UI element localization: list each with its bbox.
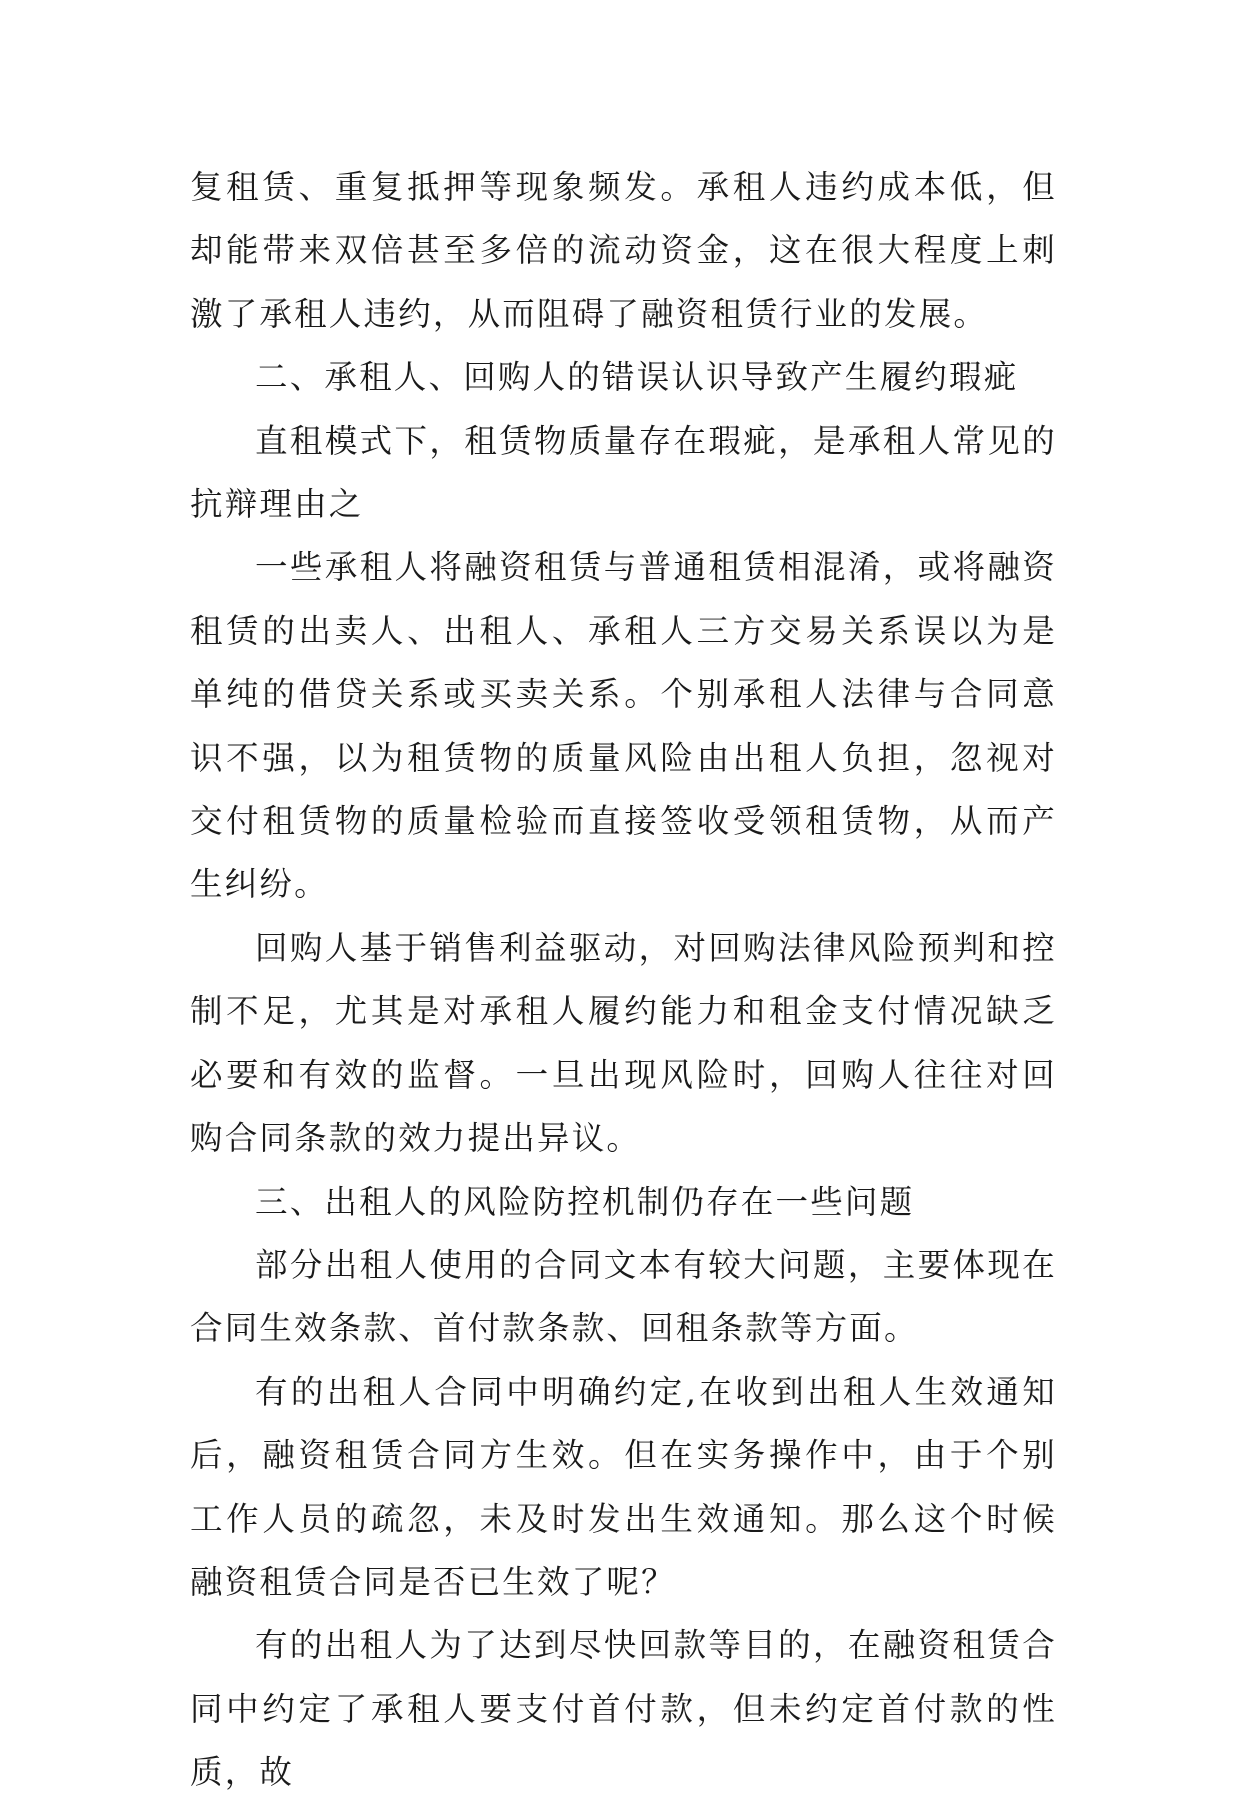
- paragraph-effective-notice: 有的出租人合同中明确约定,在收到出租人生效通知后，融资租赁合同方生效。但在实务操作中，由于个别工作人员的疏忽，未及时发出生效通知。那么这个时候融资租赁合同是否已生效了呢？: [190, 1372, 1057, 1601]
- section-heading-2: 二、承租人、回购人的错误认识导致产生履约瑕疵: [255, 358, 1019, 397]
- paragraph-down-payment: 有的出租人为了达到尽快回款等目的，在融资租赁合同中约定了承租人要支付首付款，但未约定首付款的性质，故: [190, 1626, 1057, 1792]
- paragraph-contract-text: 部分出租人使用的合同文本有较大问题，主要体现在合同生效条款、首付款条款、回租条款等方面。: [190, 1245, 1057, 1348]
- paragraph-lessee-confusion: 一些承租人将融资租赁与普通租赁相混淆，或将融资租赁的出卖人、出租人、承租人三方交易关系误以为是单纯的借贷关系或买卖关系。个别承租人法律与合同意识不强，以为租赁物的质量风险由出租人负担，忽视对交付租赁物的质量检验而直接签收受领租赁物，从而产生纠纷。: [190, 548, 1057, 904]
- paragraph-repurchaser: 回购人基于销售利益驱动，对回购法律风险预判和控制不足，尤其是对承租人履约能力和租金支付情况缺乏必要和有效的监督。一旦出现风险时，回购人往往对回购合同条款的效力提出异议。: [190, 928, 1057, 1158]
- section-heading-3: 三、出租人的风险防控机制仍存在一些问题: [255, 1182, 915, 1221]
- paragraph-continuation: 复租赁、重复抵押等现象频发。承租人违约成本低，但却能带来双倍甚至多倍的流动资金，这在很大程度上刺激了承租人违约，从而阻碍了融资租赁行业的发展。: [190, 168, 1057, 333]
- document-body: [190, 156, 1057, 1805]
- paragraph-direct-lease: 直租模式下，租赁物质量存在瑕疵，是承租人常见的抗辩理由之: [190, 421, 1057, 524]
